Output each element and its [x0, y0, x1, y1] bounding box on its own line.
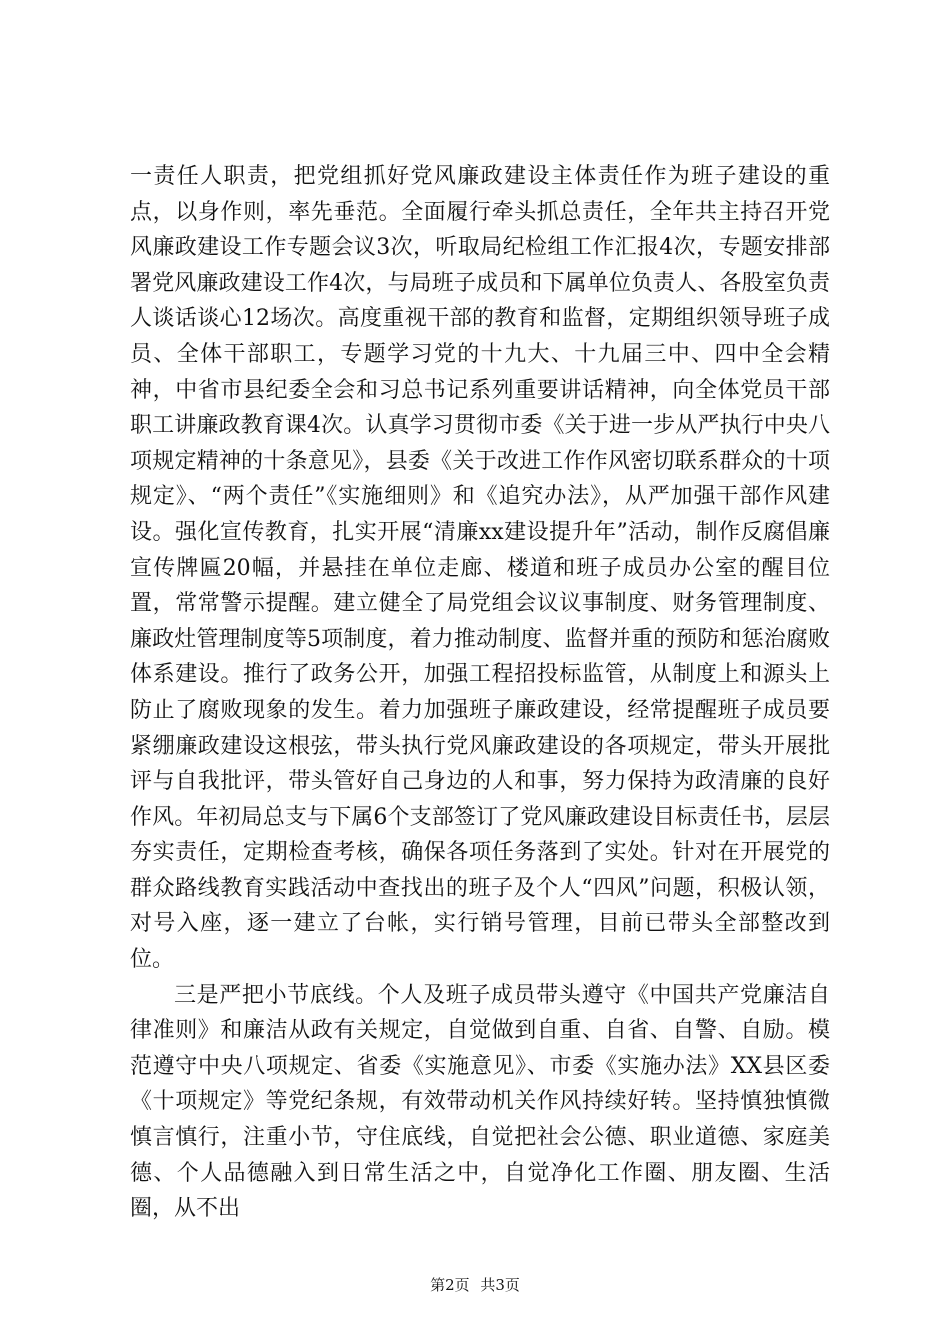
- page-footer: [0, 1274, 950, 1295]
- page-number: 第2页: [430, 1276, 470, 1294]
- document-body: [130, 159, 830, 1227]
- paragraph-2: 三是严把小节底线。个人及班子成员带头遵守《中国共产党廉洁自律准则》和廉洁从政有关规定，自觉做到自重、自省、自警、自励。模范遵守中央八项规定、省委《实施意见》、市委《实施办法》XX县区委《十项规定》等党纪条规，有效带动机关作风持续好转。坚持慎独慎微慎言慎行，注重小节，守住底线，自觉把社会公德、职业道德、家庭美德、个人品德融入到日常生活之中，自觉净化工作圈、朋友圈、生活圈，从不出: [130, 982, 830, 1222]
- paragraph-1: 一责任人职责，把党组抓好党风廉政建设主体责任作为班子建设的重点，以身作则，率先垂范。全面履行牵头抓总责任，全年共主持召开党风廉政建设工作专题会议3次，听取局纪检组工作汇报4次，专题安排部署党风廉政建设工作4次，与局班子成员和下属单位负责人、各股室负责人谈话谈心12场次。高度重视干部的教育和监督，定期组织领导班子成员、全体干部职工，专题学习党的十九大、十九届三中、四中全会精神，中省市县纪委全会和习总书记系列重要讲话精神，向全体党员干部职工讲廉政教育课4次。认真学习贯彻市委《关于进一步从严执行中央八项规定精神的十条意见》，县委《关于改进工作作风密切联系群众的十项规定》、“两个责任”《实施细则》和《追究办法》，从严加强干部作风建设。强化宣传教育，扎实开展“清廉xx建设提升年”活动，制作反腐倡廉宣传牌匾20幅，并悬挂在单位走廊、楼道和班子成员办公室的醒目位置，常常警示提醒。建立健全了局党组会议议事制度、财务管理制度、廉政灶管理制度等5项制度，着力推动制度、监督并重的预防和惩治腐败体系建设。推行了政务公开，加强工程招投标监管，从制度上和源头上防止了腐败现象的发生。着力加强班子廉政建设，经常提醒班子成员要紧绷廉政建设这根弦，带头执行党风廉政建设的各项规定，带头开展批评与自我批评，带头管好自己身边的人和事，努力保持为政清廉的良好作风。年初局总支与下属6个支部签订了党风廉政建设目标责任书，层层夯实责任，定期检查考核，确保各项任务落到了实处。针对在开展党的群众路线教育实践活动中查找出的班子及个人“四风”问题，积极认领，对号入座，逐一建立了台帐，实行销号管理，目前已带头全部整改到位。: [130, 164, 830, 973]
- page-total: 共3页: [480, 1276, 520, 1294]
